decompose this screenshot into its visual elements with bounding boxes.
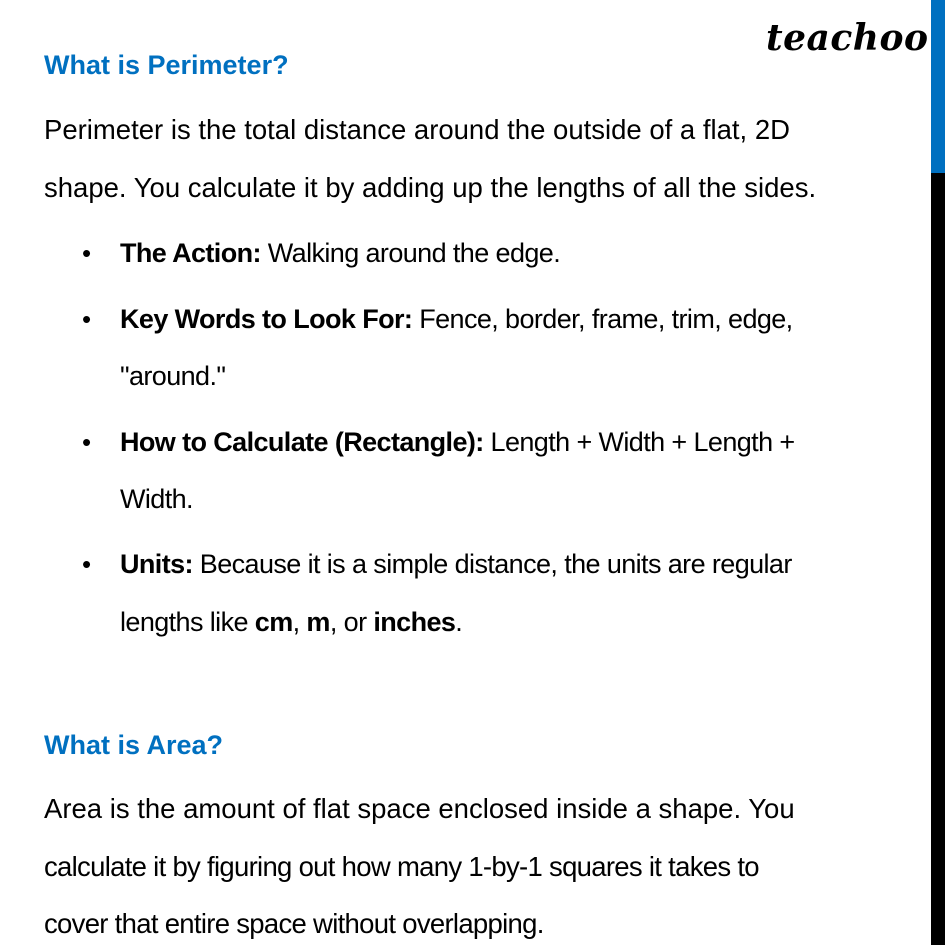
unit-cm: cm (254, 607, 293, 637)
area-heading: What is Area? (44, 730, 224, 760)
bullet-units-line-2 (120, 604, 462, 640)
bullet-units-text: Because it is a simple distance, the units are regular (192, 549, 792, 579)
side-accent-bar-blue (931, 0, 945, 173)
bullet-icon: • (82, 238, 92, 268)
bullet-calculate-text: Length + Width + Length + (483, 427, 795, 457)
unit-inches: inches (373, 607, 456, 637)
bullet-calculate (120, 424, 795, 460)
perimeter-intro-line-2: shape. You calculate it by adding up the lengths of all the sides. (44, 172, 817, 203)
teachoo-logo: teachoo (766, 17, 929, 59)
bullet-icon: • (82, 549, 92, 579)
bullet-units (120, 546, 792, 582)
bullet-keywords (120, 301, 793, 337)
bullet-action-text: Walking around the edge. (260, 238, 561, 268)
bullet-keywords-text: Fence, border, frame, trim, edge, (412, 304, 793, 334)
side-accent-bar (931, 0, 945, 945)
units-sep: , or (329, 607, 374, 637)
bullet-keywords-label: Key Words to Look For: (120, 304, 413, 334)
bullet-keywords-line-2: "around." (120, 361, 226, 391)
bullet-action-label: The Action: (120, 238, 261, 268)
bullet-units-label: Units: (120, 549, 193, 579)
area-intro-line-2: calculate it by figuring out how many 1-by-1 squares it takes to (44, 851, 759, 882)
bullet-action (120, 235, 560, 271)
bullet-icon: • (82, 427, 92, 457)
perimeter-heading: What is Perimeter? (44, 50, 289, 80)
bullet-calculate-line-2: Width. (120, 484, 193, 514)
side-accent-bar-black (931, 173, 945, 945)
units-sep: , (292, 607, 307, 637)
bullet-calculate-label: How to Calculate (Rectangle): (120, 427, 484, 457)
units-prefix: lengths like (120, 607, 255, 637)
perimeter-intro-line-1: Perimeter is the total distance around the outside of a flat, 2D (44, 114, 790, 145)
units-suffix: . (455, 607, 463, 637)
unit-m: m (306, 607, 330, 637)
area-intro-line-3: cover that entire space without overlapping. (44, 908, 544, 939)
bullet-icon: • (82, 304, 92, 334)
area-intro-line-1: Area is the amount of flat space enclosed inside a shape. You (44, 793, 795, 824)
